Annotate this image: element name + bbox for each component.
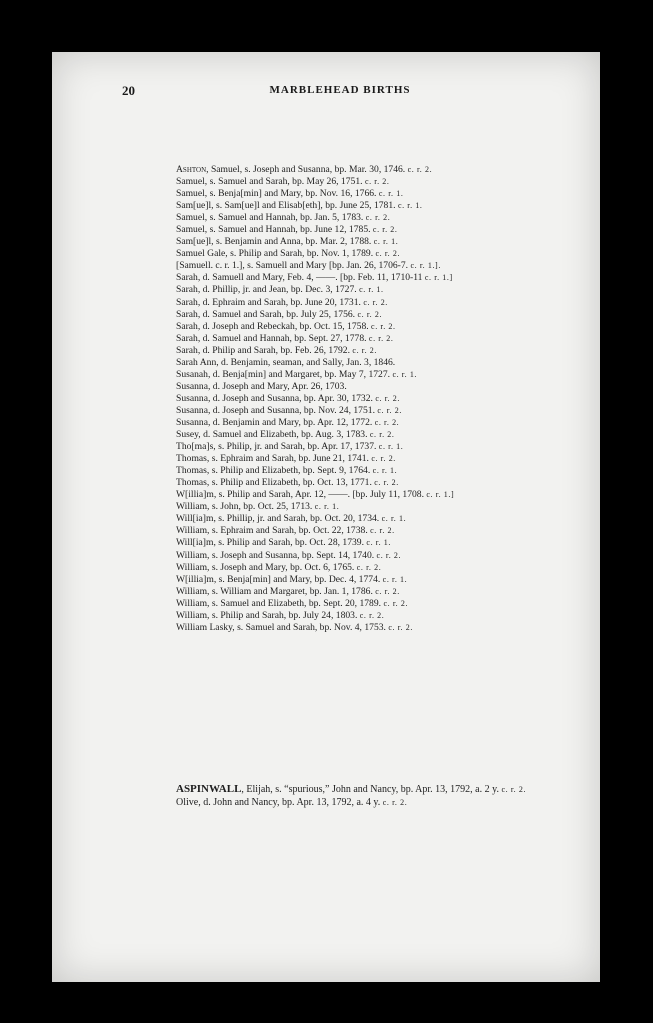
record-entry: Susey, d. Samuel and Elizabeth, bp. Aug. 3, 1783. c. r. 2. (176, 429, 395, 441)
running-title: MARBLEHEAD BIRTHS (269, 84, 411, 96)
ashton-entries (176, 164, 560, 634)
record-entry: W[illia]m, s. Philip and Sarah, Apr. 12, ——. [bp. July 11, 1708. c. r. 1.] (176, 489, 455, 501)
record-entry: Tho[ma]s, s. Philip, jr. and Sarah, bp. Apr. 17, 1737. c. r. 1. (176, 441, 404, 453)
record-entry: ASPINWALL, Elijah, s. “spurious,” John and Nancy, bp. Apr. 13, 1792, a. 2 y. c. r. 2. (176, 783, 527, 795)
aspinwall-entries (176, 783, 560, 809)
record-entry: William Lasky, s. Samuel and Sarah, bp. Nov. 4, 1753. c. r. 2. (176, 621, 413, 633)
record-entry: Sarah, d. Ephraim and Sarah, bp. June 20, 1731. c. r. 2. (176, 296, 388, 308)
record-entry: William, s. Ephraim and Sarah, bp. Oct. 22, 1738. c. r. 2. (176, 525, 395, 537)
record-entry: William, s. Joseph and Susanna, bp. Sept. 14, 1740. c. r. 2. (176, 549, 402, 561)
record-entry: Susanna, d. Joseph and Susanna, bp. Apr. 30, 1732. c. r. 2. (176, 392, 400, 404)
record-entry: William, s. John, bp. Oct. 25, 1713. c. r. 1. (176, 501, 340, 513)
record-entry: Susanah, d. Benja[min] and Margaret, bp. May 7, 1727. c. r. 1. (176, 368, 418, 380)
record-entry: Susanna, d. Joseph and Mary, Apr. 26, 1703. (176, 380, 347, 392)
record-entry: Sam[ue]l, s. Sam[ue]l and Elisab[eth], bp. June 25, 1781. c. r. 1. (176, 200, 423, 212)
record-entry: Sarah, d. Philip and Sarah, bp. Feb. 26, 1792. c. r. 2. (176, 344, 377, 356)
record-entry: Samuel, s. Samuel and Sarah, bp. May 26, 1751. c. r. 2. (176, 176, 390, 188)
record-entry: Susanna, d. Benjamin and Mary, bp. Apr. 12, 1772. c. r. 2. (176, 416, 400, 428)
record-entry: William, s. Joseph and Mary, bp. Oct. 6, 1765. c. r. 2. (176, 561, 382, 573)
record-entry: Sarah, d. Samuell and Mary, Feb. 4, ——. [bp. Feb. 11, 1710-11 c. r. 1.] (176, 272, 453, 284)
record-entry: William, s. William and Margaret, bp. Jan. 1, 1786. c. r. 2. (176, 585, 400, 597)
record-entry: Sarah, d. Phillip, jr. and Jean, bp. Dec. 3, 1727. c. r. 1. (176, 284, 384, 296)
surname-heading: Ashton (176, 164, 207, 175)
record-entry: Thomas, s. Ephraim and Sarah, bp. June 21, 1741. c. r. 2. (176, 453, 396, 465)
record-entry: Sarah, d. Joseph and Rebeckah, bp. Oct. 15, 1758. c. r. 2. (176, 320, 396, 332)
record-entry: Will[ia]m, s. Phillip, jr. and Sarah, bp. Oct. 20, 1734. c. r. 1. (176, 513, 407, 525)
record-entry: William, s. Philip and Sarah, bp. July 24, 1803. c. r. 2. (176, 609, 385, 621)
record-entry: Sarah, d. Samuel and Sarah, bp. July 25, 1756. c. r. 2. (176, 308, 383, 320)
record-entry: Thomas, s. Philip and Elizabeth, bp. Sept. 9, 1764. c. r. 1. (176, 465, 398, 477)
surname-heading: ASPINWALL (176, 783, 242, 795)
record-entry: Olive, d. John and Nancy, bp. Apr. 13, 1792, a. 4 y. c. r. 2. (176, 796, 408, 808)
record-entry: William, s. Samuel and Elizabeth, bp. Sept. 20, 1789. c. r. 2. (176, 597, 409, 609)
record-entry: Sarah, d. Samuel and Hannah, bp. Sept. 27, 1778. c. r. 2. (176, 332, 394, 344)
record-entry: Samuel, s. Benja[min] and Mary, bp. Nov. 16, 1766. c. r. 1. (176, 188, 404, 200)
page-number: 20 (122, 83, 135, 98)
record-entry: Samuel Gale, s. Philip and Sarah, bp. Nov. 1, 1789. c. r. 2. (176, 248, 401, 260)
record-entry: W[illia]m, s. Benja[min] and Mary, bp. Dec. 4, 1774. c. r. 1. (176, 573, 408, 585)
record-entry: Ashton, Samuel, s. Joseph and Susanna, bp. Mar. 30, 1746. c. r. 2. (176, 164, 433, 175)
record-entry: Samuel, s. Samuel and Hannah, bp. Jan. 5, 1783. c. r. 2. (176, 212, 391, 224)
record-entry: Susanna, d. Joseph and Susanna, bp. Nov. 24, 1751. c. r. 2. (176, 404, 402, 416)
record-entry: Samuel, s. Samuel and Hannah, bp. June 12, 1785. c. r. 2. (176, 224, 398, 236)
record-entry: Thomas, s. Philip and Elizabeth, bp. Oct. 13, 1771. c. r. 2. (176, 477, 399, 489)
record-entry: Sam[ue]l, s. Benjamin and Anna, bp. Mar. 2, 1788. c. r. 1. (176, 236, 399, 248)
page-header (122, 83, 558, 101)
record-entry: Sarah Ann, d. Benjamin, seaman, and Sally, Jan. 3, 1846. (176, 356, 396, 368)
record-entry: [Samuell. c. r. 1.], s. Samuell and Mary [bp. Jan. 26, 1706-7. c. r. 1.]. (176, 260, 441, 272)
record-entry: Will[ia]m, s. Philip and Sarah, bp. Oct. 28, 1739. c. r. 1. (176, 537, 391, 549)
